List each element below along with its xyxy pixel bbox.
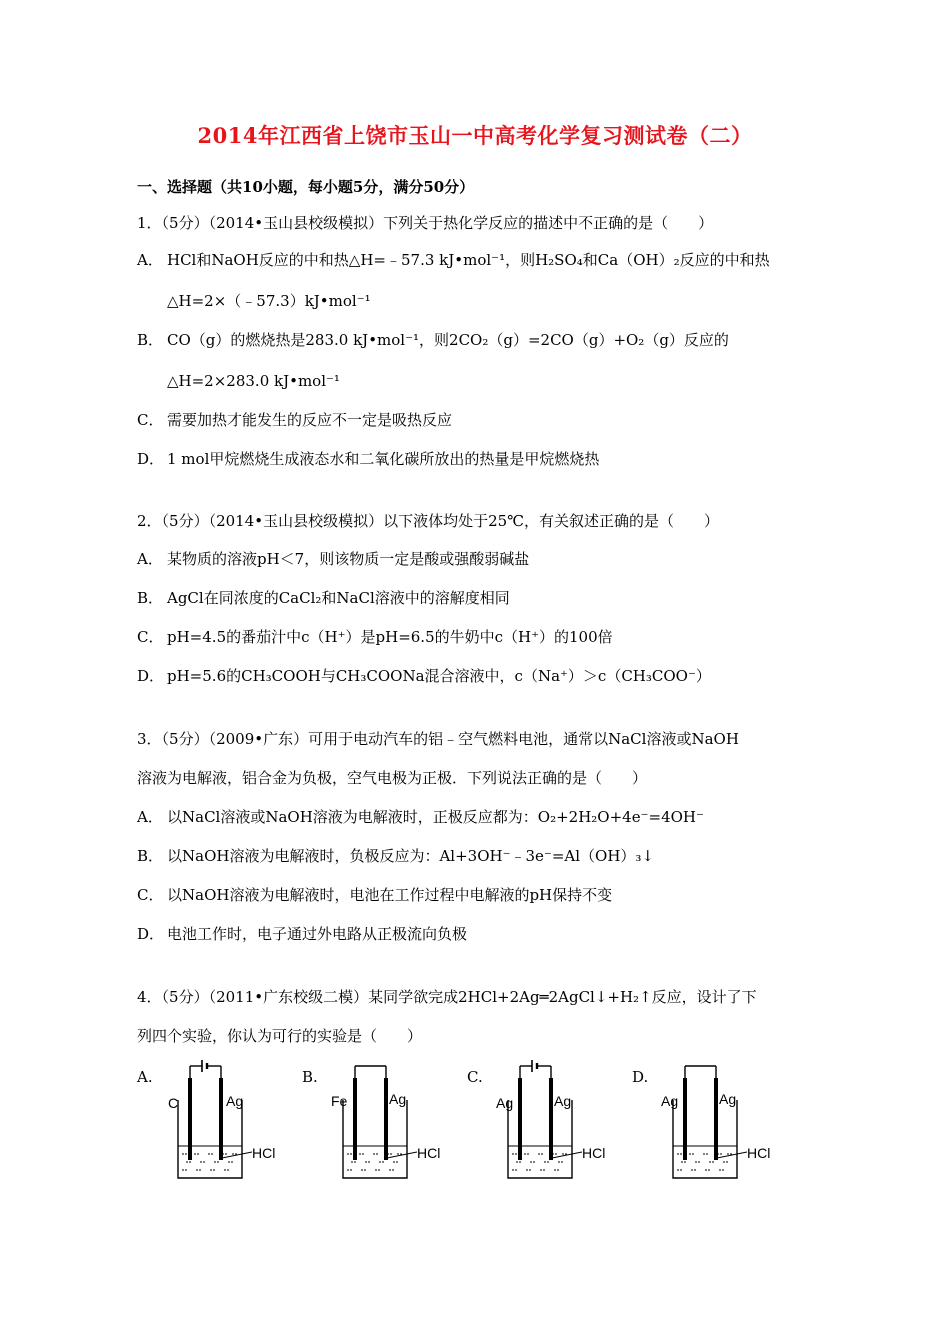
question-1-stem: 1．（5分）（2014•玉山县校级模拟）下列关于热化学反应的描述中不正确的是（ ） <box>137 214 714 232</box>
solution-label: HCl <box>582 1145 606 1161</box>
option-text: pH=5.6的CH₃COOH与CH₃COONa混合溶液中，c（Na⁺）＞c（CH₃COO⁻） <box>167 667 711 685</box>
option-text: 需要加热才能发生的反应不一定是吸热反应 <box>167 411 453 429</box>
option-label: A． <box>137 550 163 568</box>
option-text: HCl和NaOH反应的中和热△H=﹣57.3 kJ•mol⁻¹，则H₂SO₄和Ca（OH）₂反应的中和热 <box>167 251 770 269</box>
electrode-right-label: Ag <box>719 1091 737 1107</box>
question-1-option-b <box>137 330 729 350</box>
option-text: 1 mol甲烷燃烧生成液态水和二氧化碳所放出的热量是甲烷燃烧热 <box>167 450 600 468</box>
electrolysis-diagram-c <box>490 1060 640 1190</box>
diagram-d-label: D. <box>632 1068 649 1086</box>
electrode-left-label: Ag <box>661 1093 679 1109</box>
diagram-a-label: A. <box>137 1068 153 1086</box>
option-label: D． <box>137 925 165 943</box>
solution-label: HCl <box>417 1145 441 1161</box>
question-2-option-c <box>137 627 613 647</box>
electrode-left-label: C <box>168 1095 179 1111</box>
option-text: 某物质的溶液pH＜7，则该物质一定是酸或强酸弱碱盐 <box>167 550 530 568</box>
option-label: B． <box>137 331 164 349</box>
diagram-c-label: C. <box>467 1068 483 1086</box>
question-3-option-b <box>137 846 654 866</box>
option-label: C． <box>137 886 164 904</box>
question-4-stem-cont: 列四个实验，你认为可行的实验是（ ） <box>137 1027 423 1045</box>
question-1-option-d <box>137 449 599 469</box>
solution-label: HCl <box>747 1145 771 1161</box>
option-label: C． <box>137 628 164 646</box>
question-1-option-a <box>137 250 770 270</box>
option-label: C． <box>137 411 164 429</box>
question-3-stem: 3．（5分）（2009•广东）可用于电动汽车的铝﹣空气燃料电池，通常以NaCl溶液或NaOH <box>137 730 739 748</box>
option-label: D． <box>137 667 165 685</box>
question-3-option-a <box>137 807 704 827</box>
question-1-option-c <box>137 410 452 430</box>
question-1-option-b-cont: △H=2×283.0 kJ•mol⁻¹ <box>167 372 340 390</box>
question-3-stem-cont: 溶液为电解液，铝合金为负极，空气电极为正极．下列说法正确的是（ ） <box>137 769 648 787</box>
electrode-right-label: Ag <box>389 1091 407 1107</box>
option-label: A． <box>137 808 163 826</box>
option-text: 电池工作时，电子通过外电路从正极流向负极 <box>167 925 468 943</box>
solution-label: HCl <box>252 1145 276 1161</box>
question-4-stem: 4．（5分）（2011•广东校级二模）某同学欲完成2HCl+2Ag═2AgCl↓+H₂↑反应，设计了下 <box>137 988 757 1006</box>
option-text: pH=4.5的番茄汁中c（H⁺）是pH=6.5的牛奶中c（H⁺）的100倍 <box>167 628 613 646</box>
electrolysis-diagram-b <box>325 1060 475 1190</box>
option-text: AgCl在同浓度的CaCl₂和NaCl溶液中的溶解度相同 <box>167 589 510 607</box>
question-3-option-c <box>137 885 612 905</box>
electrode-left-label: Ag <box>496 1095 514 1111</box>
page-title: 2014年江西省上饶市玉山一中高考化学复习测试卷（二） <box>197 123 753 148</box>
section-heading: 一、选择题（共10小题，每小题5分，满分50分） <box>137 178 475 196</box>
option-label: A． <box>137 251 163 269</box>
option-text: 以NaOH溶液为电解液时，电池在工作过程中电解液的pH保持不变 <box>167 886 613 904</box>
question-2-option-b <box>137 588 510 608</box>
question-2-option-d <box>137 666 711 686</box>
option-label: B． <box>137 847 164 865</box>
option-label: D． <box>137 450 165 468</box>
electrode-left-label: Fe <box>331 1093 348 1109</box>
electrolysis-diagram-d <box>655 1060 805 1190</box>
question-2-option-a <box>137 549 529 569</box>
question-2-stem: 2．（5分）（2014•玉山县校级模拟）以下液体均处于25℃，有关叙述正确的是（ ） <box>137 512 719 530</box>
question-3-option-d <box>137 924 467 944</box>
electrode-right-label: Ag <box>554 1093 572 1109</box>
electrode-right-label: Ag <box>226 1093 244 1109</box>
question-1-option-a-cont: △H=2×（﹣57.3）kJ•mol⁻¹ <box>167 292 371 310</box>
electrolysis-diagram-a <box>160 1060 310 1190</box>
diagram-b-label: B. <box>302 1068 318 1086</box>
option-text: 以NaCl溶液或NaOH溶液为电解液时，正极反应都为：O₂+2H₂O+4e⁻=4OH⁻ <box>167 808 704 826</box>
option-text: CO（g）的燃烧热是283.0 kJ•mol⁻¹，则2CO₂（g）=2CO（g）+O₂（g）反应的 <box>167 331 729 349</box>
option-label: B． <box>137 589 164 607</box>
option-text: 以NaOH溶液为电解液时，负极反应为：Al+3OH⁻﹣3e⁻=Al（OH）₃↓ <box>167 847 654 865</box>
